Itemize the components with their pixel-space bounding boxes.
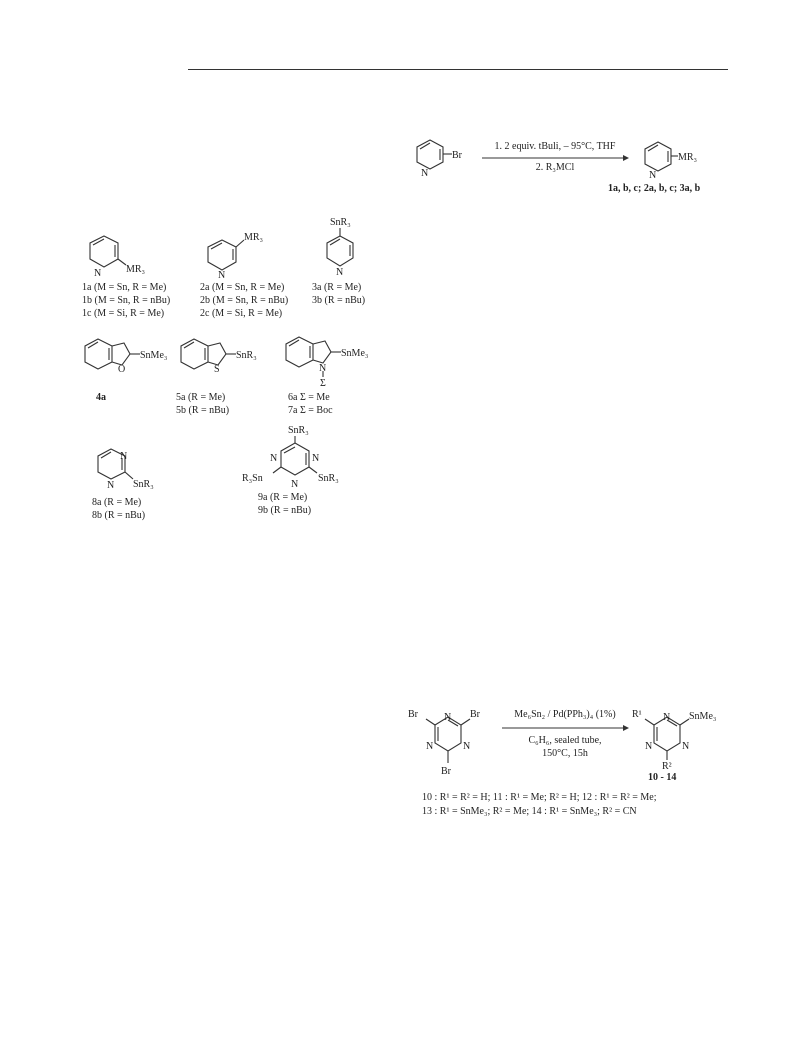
compound-3-structure bbox=[318, 215, 378, 281]
svg-text:N: N bbox=[682, 741, 690, 752]
svg-text:N: N bbox=[270, 453, 278, 464]
svg-text:N: N bbox=[421, 168, 429, 179]
scheme2-condition-2: C₆H₆, sealed tube, bbox=[528, 735, 602, 746]
compound-1-label-c: 1c (M = Si, R = Me) bbox=[82, 308, 165, 319]
svg-text:N: N bbox=[312, 453, 320, 464]
svg-text:R₃Sn: R₃Sn bbox=[242, 473, 263, 484]
svg-text:SnR₃: SnR₃ bbox=[133, 479, 154, 490]
compound-4-structure bbox=[82, 335, 192, 375]
svg-text:Br: Br bbox=[452, 150, 462, 161]
scheme2-condition-3: 150°C, 15h bbox=[542, 748, 588, 759]
scheme2-product-label: 10 - 14 bbox=[648, 772, 677, 783]
stannylpyridine-structure bbox=[638, 132, 718, 182]
compound-1-label-a: 1a (M = Sn, R = Me) bbox=[82, 282, 167, 293]
svg-text:SnR₃: SnR₃ bbox=[288, 425, 309, 436]
compound-9-structure bbox=[240, 423, 380, 491]
header-rule bbox=[188, 69, 728, 70]
svg-text:N: N bbox=[444, 712, 452, 723]
svg-text:N: N bbox=[649, 170, 657, 181]
svg-text:S: S bbox=[214, 364, 220, 375]
compound-8-structure bbox=[95, 445, 175, 495]
compound-6-label: 6a Σ = Me bbox=[288, 392, 330, 403]
compound-6-structure bbox=[283, 333, 393, 388]
compound-8-label-b: 8b (R = nBu) bbox=[92, 510, 146, 521]
scheme1-condition-2: 2. R₃MCl bbox=[535, 162, 575, 173]
scheme2-legend-line-2: 13 : R¹ = SnMe₃; R² = Me; 14 : R¹ = SnMe₃; R² = CN bbox=[422, 806, 637, 817]
compound-1-structure bbox=[82, 232, 162, 280]
svg-text:N: N bbox=[463, 741, 471, 752]
svg-text:R¹: R¹ bbox=[632, 709, 642, 720]
svg-text:SnMe₃: SnMe₃ bbox=[689, 711, 717, 722]
svg-text:Σ: Σ bbox=[320, 378, 326, 389]
bromopyridine-structure bbox=[410, 130, 470, 180]
svg-text:N: N bbox=[218, 270, 226, 281]
svg-text:MR₃: MR₃ bbox=[244, 232, 264, 243]
scheme1-product-label: 1a, b, c; 2a, b, c; 3a, b bbox=[608, 183, 701, 194]
compound-9-label-b: 9b (R = nBu) bbox=[258, 505, 312, 516]
svg-text:MR₃: MR₃ bbox=[126, 264, 146, 275]
svg-text:N: N bbox=[426, 741, 434, 752]
svg-text:SnMe₃: SnMe₃ bbox=[140, 350, 168, 361]
scheme2-arrow bbox=[500, 725, 630, 731]
scheme1-arrow bbox=[480, 155, 630, 161]
scheme1-condition-1: 1. 2 equiv. tBuli, – 95°C, THF bbox=[494, 141, 616, 152]
svg-text:N: N bbox=[663, 712, 671, 723]
compound-2-label-b: 2b (M = Sn, R = nBu) bbox=[200, 295, 289, 306]
tribromotriazine-structure bbox=[408, 705, 498, 785]
compound-4-label: 4a bbox=[96, 392, 106, 403]
svg-text:N: N bbox=[291, 479, 299, 490]
svg-text:MR₃: MR₃ bbox=[678, 152, 698, 163]
scheme2-legend-line-1: 10 : R¹ = R² = H; 11 : R¹ = Me; R² = H; 12 : R¹ = R² = Me; bbox=[422, 792, 657, 803]
compound-2-structure bbox=[200, 230, 280, 281]
svg-text:N: N bbox=[645, 741, 653, 752]
compound-8-label-a: 8a (R = Me) bbox=[92, 497, 142, 508]
compound-5-structure bbox=[178, 335, 278, 375]
svg-text:SnR₃: SnR₃ bbox=[318, 473, 339, 484]
scheme2-condition-1: Me₆Sn₂ / Pd(PPh₃)₄ (1%) bbox=[514, 709, 616, 720]
compound-7-label: 7a Σ = Boc bbox=[288, 405, 333, 416]
svg-text:N: N bbox=[94, 268, 102, 279]
compound-1-label-b: 1b (M = Sn, R = nBu) bbox=[82, 295, 171, 306]
svg-text:R²: R² bbox=[662, 761, 672, 772]
stannyltriazine-structure bbox=[632, 705, 742, 775]
compound-3-label-b: 3b (R = nBu) bbox=[312, 295, 366, 306]
svg-text:N: N bbox=[319, 363, 327, 374]
compound-3-label-a: 3a (R = Me) bbox=[312, 282, 362, 293]
svg-text:Br: Br bbox=[408, 709, 418, 720]
compound-9-label-a: 9a (R = Me) bbox=[258, 492, 308, 503]
svg-text:Br: Br bbox=[441, 766, 451, 777]
svg-text:O: O bbox=[118, 364, 126, 375]
svg-text:SnR₃: SnR₃ bbox=[236, 350, 257, 361]
svg-text:Br: Br bbox=[470, 709, 480, 720]
svg-text:SnMe₃: SnMe₃ bbox=[341, 348, 369, 359]
compound-2-label-a: 2a (M = Sn, R = Me) bbox=[200, 282, 285, 293]
svg-text:N: N bbox=[336, 267, 344, 278]
compound-5-label-a: 5a (R = Me) bbox=[176, 392, 226, 403]
svg-text:N: N bbox=[107, 480, 115, 491]
svg-text:SnR₃: SnR₃ bbox=[330, 217, 351, 228]
compound-2-label-c: 2c (M = Si, R = Me) bbox=[200, 308, 283, 319]
compound-5-label-b: 5b (R = nBu) bbox=[176, 405, 230, 416]
svg-text:N: N bbox=[120, 451, 128, 462]
